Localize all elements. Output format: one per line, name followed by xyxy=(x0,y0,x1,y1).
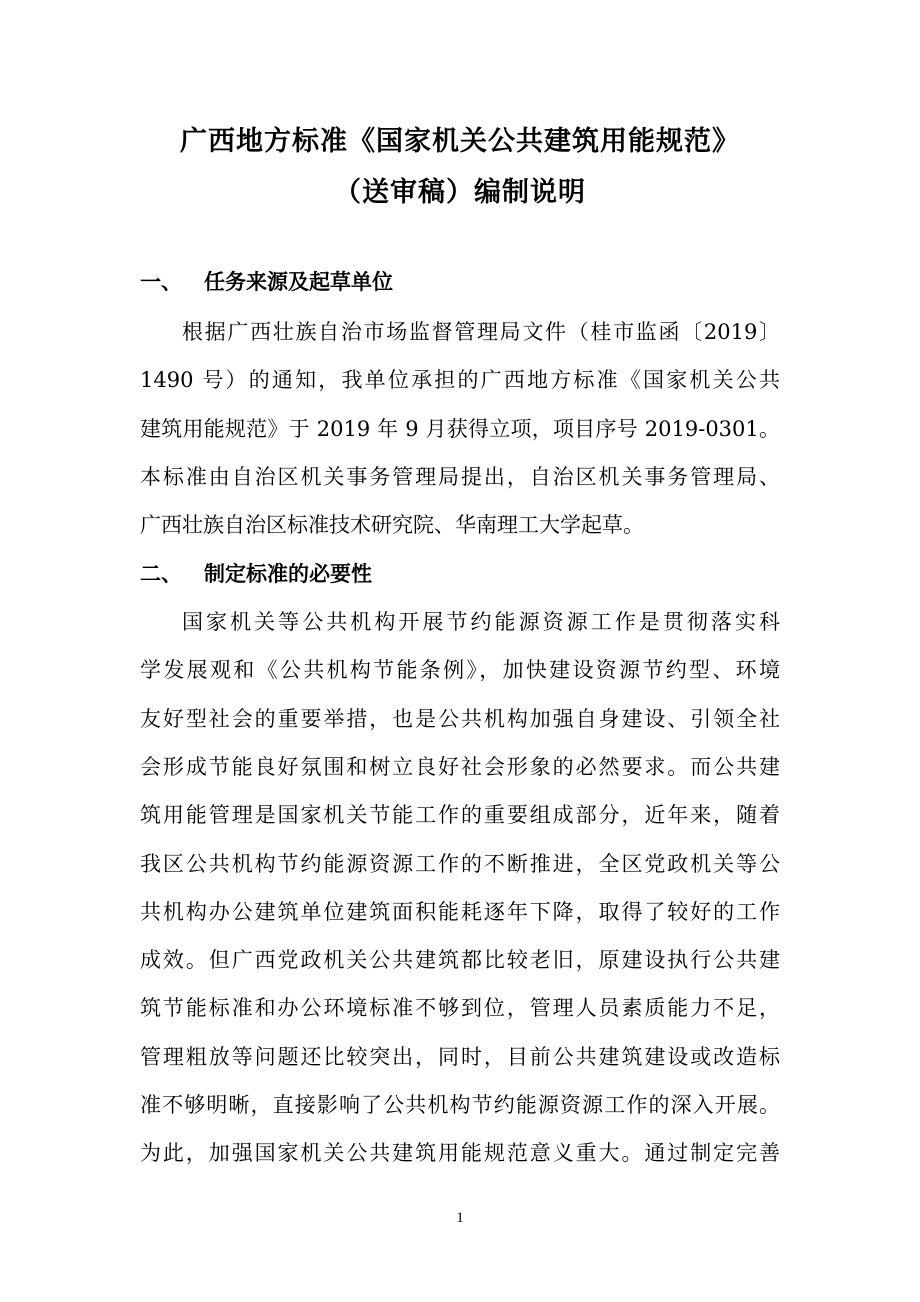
paragraph-line: 成效。但广西党政机关公共建筑都比较老旧，原建设执行公共建 xyxy=(140,948,780,972)
section-1-title: 任务来源及起草单位 xyxy=(204,270,393,294)
section-1-number: 一、 xyxy=(140,270,182,294)
paragraph-line: 本标准由自治区机关事务管理局提出，自治区机关事务管理局、 xyxy=(140,465,780,489)
paragraph-line: 共机构办公建筑单位建筑面积能耗逐年下降，取得了较好的工作 xyxy=(140,900,780,924)
document-title-line-2: （送审稿）编制说明 xyxy=(334,177,586,208)
section-2-heading xyxy=(140,558,372,588)
paragraph-line: 准不够明晰，直接影响了公共机构节约能源资源工作的深入开展。 xyxy=(140,1093,780,1117)
paragraph-line: 筑节能标准和办公环境标准不够到位，管理人员素质能力不足， xyxy=(140,996,780,1020)
paragraph-line: 建筑用能规范》于 2019 年 9 月获得立项，项目序号 2019-0301。 xyxy=(140,417,780,441)
paragraph-line: 根据广西壮族自治市场监督管理局文件（桂市监函〔2019〕 xyxy=(182,320,780,344)
document-title-line-1: 广西地方标准《国家机关公共建筑用能规范》 xyxy=(180,126,740,157)
page-number: 1 xyxy=(456,1210,464,1226)
paragraph-line: 学发展观和《公共机构节能条例》，加快建设资源节约型、环境 xyxy=(140,658,780,682)
paragraph-line: 为此，加强国家机关公共建筑用能规范意义重大。通过制定完善 xyxy=(140,1141,780,1165)
section-2-title: 制定标准的必要性 xyxy=(204,562,372,586)
paragraph-line: 管理粗放等问题还比较突出，同时，目前公共建筑建设或改造标 xyxy=(140,1045,780,1069)
paragraph-line: 国家机关等公共机构开展节约能源资源工作是贯彻落实科 xyxy=(182,610,780,634)
paragraph-line: 筑用能管理是国家机关节能工作的重要组成部分，近年来，随着 xyxy=(140,803,780,827)
paragraph-line: 我区公共机构节约能源资源工作的不断推进，全区党政机关等公 xyxy=(140,852,780,876)
section-1-heading xyxy=(140,266,393,296)
paragraph-line: 1490 号）的通知，我单位承担的广西地方标准《国家机关公共 xyxy=(140,368,780,392)
paragraph-line: 广西壮族自治区标准技术研究院、华南理工大学起草。 xyxy=(140,513,644,537)
paragraph-line: 会形成节能良好氛围和树立良好社会形象的必然要求。而公共建 xyxy=(140,755,780,779)
paragraph-line: 友好型社会的重要举措，也是公共机构加强自身建设、引领全社 xyxy=(140,707,780,731)
section-2-number: 二、 xyxy=(140,562,182,586)
